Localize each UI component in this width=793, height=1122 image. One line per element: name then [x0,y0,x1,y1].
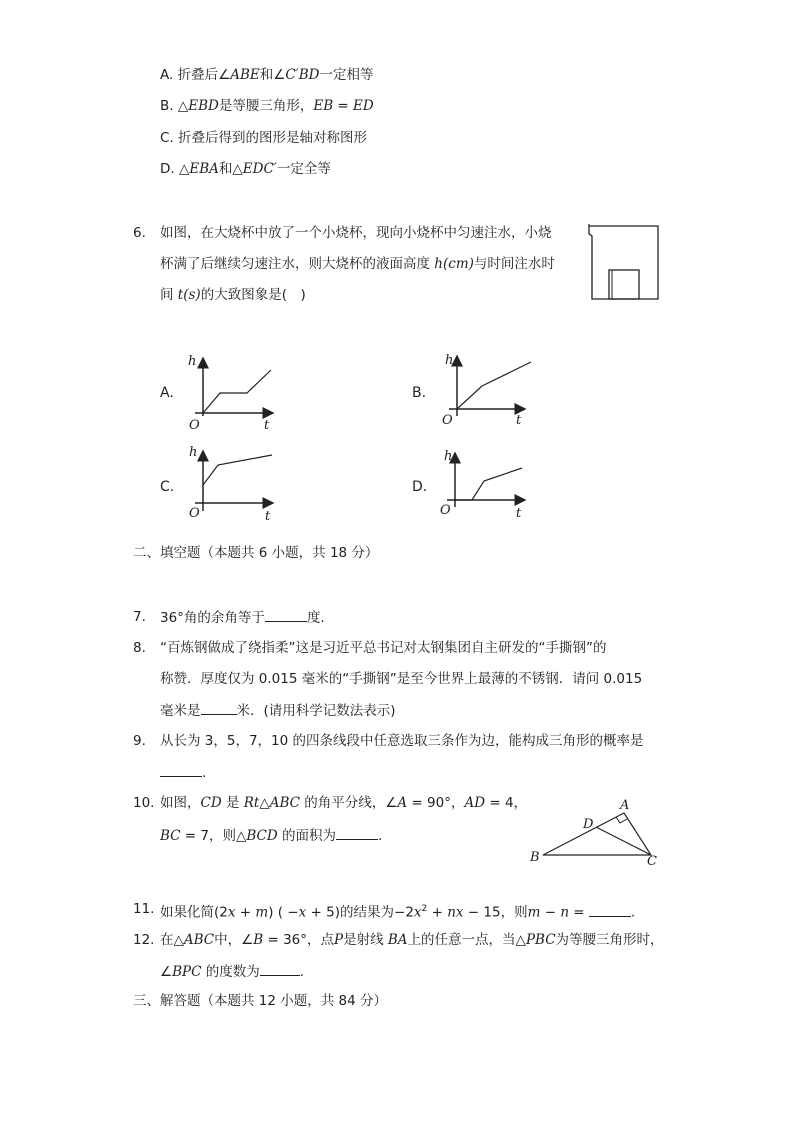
q8-line2: 称赞．厚度仅为 0.015 毫米的“手撕钢”是至今世界上最薄的不锈钢．请问 0.015 [160,671,643,687]
graph-b-h: h [445,353,454,368]
graph-c-t: t [265,509,271,524]
q8-line3: 毫米是 米．(请用科学记数法表示) [160,700,396,721]
q10-answer-blank[interactable] [336,825,378,840]
q10-label-a: A [620,798,630,813]
q10-triangle-figure [528,795,663,867]
graph-d-h: h [444,449,453,464]
graph-a-o: O [189,418,200,433]
q11-text: 如果化简(2x + m) ( −x + 5)的结果为$-2x^2$ + nx − 15，则m − n = . [160,899,635,923]
q6-line2: 杯满了后继续匀速注水，则大烧杯的液面高度 h(cm)与时间注水时 [160,256,555,272]
q10-label-c: C [647,854,657,869]
section-3-title: 三、解答题（本题共 12 小题，共 84 分） [133,993,388,1009]
q10-label-b: B [530,850,540,865]
q9-number: 9. [133,733,146,749]
q12-number: 12. [133,932,155,948]
q11-answer-blank[interactable] [589,902,631,917]
graph-b-t: t [516,413,522,428]
graph-d [437,445,532,530]
q5-option-a: A. 折叠后∠ABE和∠C′BD一定相等 [160,67,374,83]
q6-number: 6. [133,225,146,241]
q9-answer-blank[interactable] [160,762,202,777]
q12-line2: ∠BPC 的度数为 . [160,961,304,982]
graph-d-label: D. [412,479,428,495]
graph-a-t: t [264,418,270,433]
q5-option-d: D. △EBA和△EDC′一定全等 [160,161,331,177]
q6-line1: 如图，在大烧杯中放了一个小烧杯，现向小烧杯中匀速注水，小烧 [160,225,552,241]
graph-c-o: O [189,506,200,521]
section-2-title: 二、填空题（本题共 6 小题，共 18 分） [133,545,379,561]
graph-a-label: A. [160,385,174,401]
graph-d-o: O [440,503,451,518]
graph-c-h: h [189,445,198,460]
q8-number: 8. [133,640,146,656]
q10-label-d: D [583,817,594,832]
graph-a-h: h [188,354,197,369]
q10-number: 10. [133,795,155,811]
graph-b-label: B. [412,385,427,401]
q5-option-b: B. △EBD是等腰三角形，EB = ED [160,98,374,114]
q12-answer-blank[interactable] [260,961,300,976]
q9-line1: 从长为 3，5，7，10 的四条线段中任意选取三条作为边，能构成三角形的概率是 [160,733,644,749]
graph-b-o: O [442,413,453,428]
q6-line3: 间 t(s)的大致图象是( ) [160,287,306,303]
q8-answer-blank[interactable] [201,700,237,715]
q12-line1: 在△ABC中，∠B = 36°，点P是射线 BA上的任意一点，当△PBC为等腰三角形时， [160,932,664,948]
q11-number: 11. [133,901,155,917]
q5-option-c: C. 折叠后得到的图形是轴对称图形 [160,130,368,146]
q10-line2: BC = 7，则△BCD 的面积为 . [160,825,382,846]
q7-answer-blank[interactable] [265,607,307,622]
q10-line1: 如图，CD 是 Rt△ABC 的角平分线，∠A = 90°，AD = 4， [160,795,528,811]
graph-d-t: t [516,506,522,521]
graph-a [185,350,280,435]
beaker-figure [586,224,662,300]
q8-line1: “百炼钢做成了绕指柔”这是习近平总书记对太钢集团自主研发的“手撕钢”的 [160,640,607,656]
graph-c-label: C. [160,479,175,495]
q7-text: 36°角的余角等于 度. [160,607,325,628]
q7-number: 7. [133,609,146,625]
graph-c [185,443,280,528]
q9-line2: . [160,762,206,783]
graph-b [437,348,532,433]
